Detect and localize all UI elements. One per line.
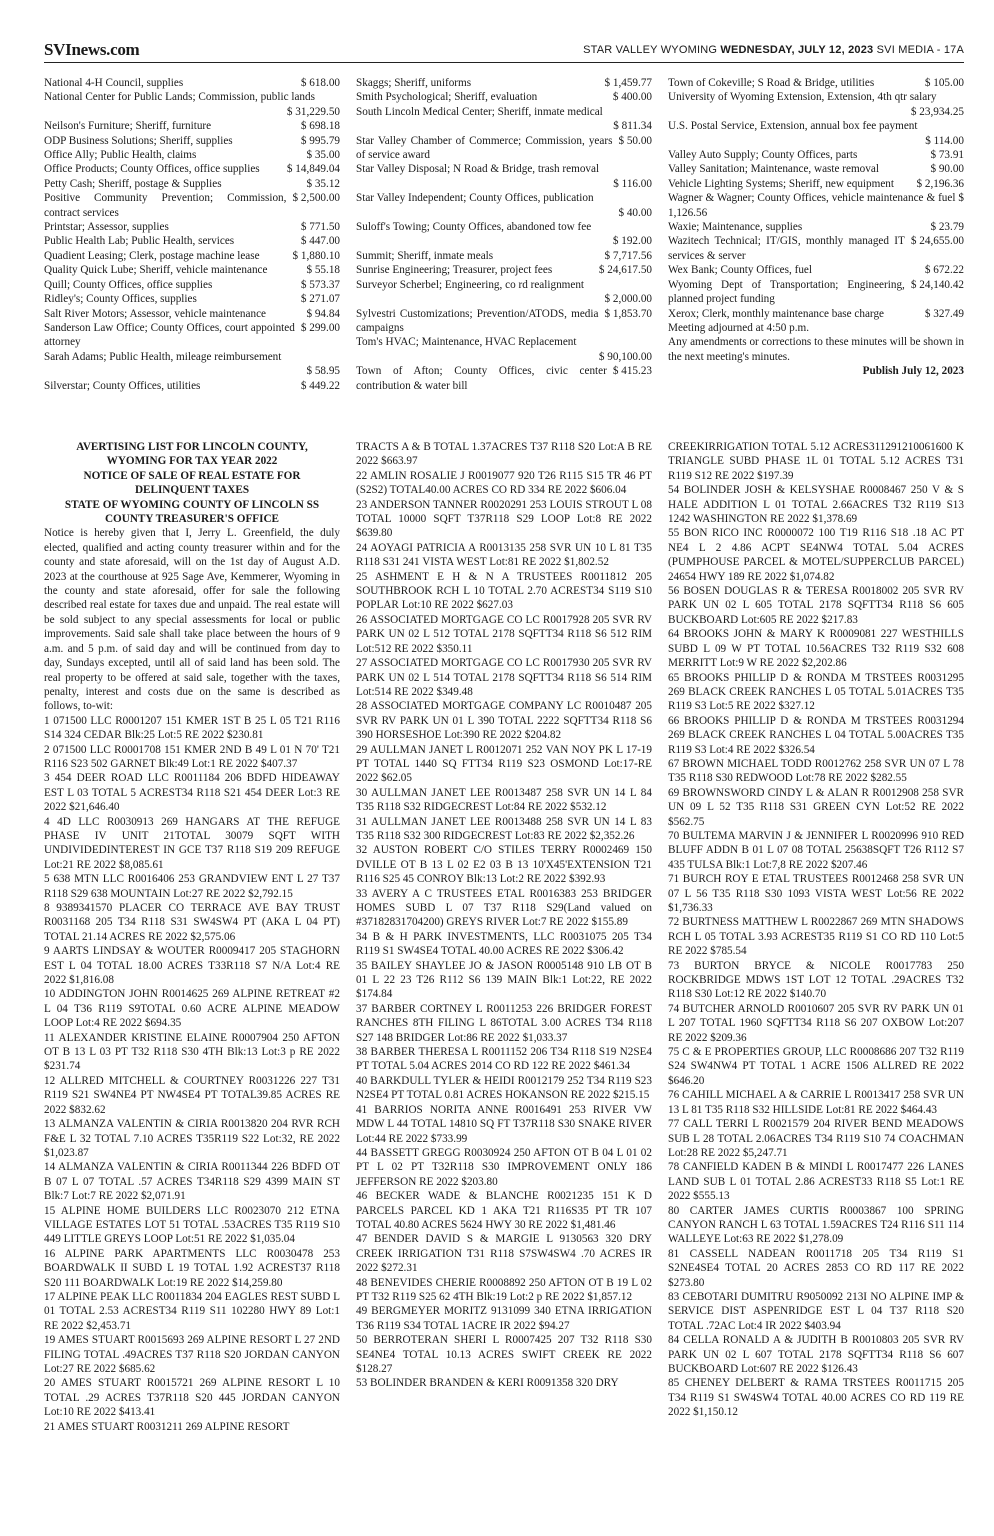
parcel-entry: 41 BARRIOS NORITA ANNE R0016491 253 RIVER VW MDW L 44 TOTAL 14810 SQ FT T37R118 S30 SNAKE RIVER Lot:44 RE 2022 $733.99 — [356, 1103, 652, 1145]
expense-entry — [356, 105, 652, 134]
expense-description: Meeting adjourned at 4:50 p.m. — [668, 321, 810, 334]
expense-amount: $ 2,000.00 — [604, 293, 652, 306]
expense-description: Public Health Lab; Public Health, services — [44, 235, 235, 248]
expense-amount: $ 271.07 — [300, 293, 340, 306]
expense-amount: $ 24,617.50 — [598, 264, 652, 277]
parcel-entry: 3 454 DEER ROAD LLC R0011184 206 BDFD HIDEAWAY EST L 03 TOTAL 5 ACREST34 R118 S21 454 DEER Lot:3 RE 2022 $21,646.40 — [44, 772, 340, 814]
parcel-entry: 5 638 MTN LLC R0016406 253 GRANDVIEW ENT L 27 T37 R118 S29 638 MOUNTAIN Lot:27 RE 2022 $2,792.15 — [44, 873, 340, 900]
parcel-entry: 31 AULLMAN JANET LEE R0013488 258 SVR UN 14 L 83 T35 R118 S32 300 RIDGECREST Lot:83 RE 2022 $2,352.26 — [356, 815, 652, 842]
parcel-entry: 15 ALPINE HOME BUILDERS LLC R0023070 212 ETNA VILLAGE ESTATES LOT 51 TOTAL .53ACRES T35 R119 S10 449 LITTLE GREYS LOOP Lot:51 RE 2022 $1,035.04 — [44, 1204, 340, 1246]
parcel-entry: 27 ASSOCIATED MORTGAGE CO LC R0017930 205 SVR RV PARK UN 02 L 514 TOTAL 2178 SQFTT34 R118 S6 514 RIM Lot:514 RE 2022 $349.48 — [356, 657, 652, 698]
edition-line — [583, 44, 964, 56]
expense-amount: $ 447.00 — [300, 235, 340, 248]
parcel-entry: 19 AMES STUART R0015693 269 ALPINE RESORT L 27 2ND FILING TOTAL .49ACRES T37 R118 S20 JORDAN CANYON Lot:27 RE 2022 $685.62 — [44, 1334, 340, 1375]
expense-entry — [44, 162, 340, 176]
expense-description: University of Wyoming Extension, Extension, 4th qtr salary — [668, 91, 937, 104]
expense-description: Silverstar; County Offices, utilities — [44, 379, 201, 392]
parcel-entry: 8 9389341570 PLACER CO TERRACE AVE BAY TRUST R0031168 205 T34 R118 S31 SW4SW4 PT (AKA L 04 PT) TOTAL 21.14 ACRES RE 2022 $2,575.06 — [44, 902, 340, 943]
parcel-list-1 — [44, 714, 340, 1434]
expense-entry — [668, 191, 964, 220]
expense-entry — [44, 134, 340, 148]
expense-amount: $ 2,500.00 — [292, 192, 340, 205]
expense-entry — [668, 335, 964, 364]
expense-entry — [44, 234, 340, 248]
minutes-column-2 — [356, 76, 652, 393]
parcel-entry: 38 BARBER THERESA L R0011152 206 T34 R118 S19 N2SE4 PT TOTAL 5.04 ACRES 2014 CO RD 122 RE 2022 $461.34 — [356, 1046, 652, 1073]
expense-entry — [668, 278, 964, 307]
parcel-entry: 30 AULLMAN JANET LEE R0013487 258 SVR UN 14 L 84 T35 R118 S32 RIDGECREST Lot:84 RE 2022 $532.12 — [356, 786, 652, 814]
parcel-entry: 54 BOLINDER JOSH & KELSYSHAE R0008467 250 V & S HALE ADDITION L 01 TOTAL 2.66ACRES T32 R119 S13 1242 WASHINGTON RE 2022 $1,378.69 — [668, 484, 964, 526]
parcel-entry: 1 071500 LLC R0001207 151 KMER 1ST B 25 L 05 T21 R116 S14 324 CEDAR Blk:25 Lot:5 RE 2022 $230.81 — [44, 714, 340, 742]
expense-amount: $ 2,196.36 — [916, 177, 964, 190]
parcel-entry: 84 CELLA RONALD A & JUDITH B R0010803 205 SVR RV PARK UN 02 L 607 TOTAL 2178 SQFTT34 R118 S6 607 BUCKBOARD Lot:607 RE 2022 $126.43 — [668, 1334, 964, 1375]
expense-amount: $ 618.00 — [300, 77, 340, 89]
expense-description: Tom's HVAC; Maintenance, HVAC Replacement — [356, 336, 577, 349]
expense-description: Summit; Sheriff, inmate meals — [356, 249, 494, 262]
parcel-entry: 35 BAILEY SHAYLEE JO & JASON R0005148 910 LB OT B 01 L 22 23 T26 R112 S6 139 MAIN Blk:1 Lot:22, RE 2022 $174.84 — [356, 959, 652, 1001]
expense-entry — [356, 278, 652, 307]
expense-amount: $ 90,100.00 — [598, 350, 652, 363]
parcel-entry: 66 BROOKS PHILLIP D & RONDA M TRSTEES R0031294 269 BLACK CREEK RANCHES L 04 TOTAL 5.00ACRES T35 R119 S3 Lot:4 RE 2022 $326.54 — [668, 714, 964, 756]
expense-entry — [668, 119, 964, 148]
expense-entry — [668, 148, 964, 162]
expense-amount: $ 23,934.25 — [910, 105, 964, 118]
expense-description: Valley Sanitation; Maintenance, waste removal — [668, 163, 879, 176]
expense-entry — [356, 76, 652, 90]
expense-description: Positive Community Prevention; Commission, contract services — [44, 192, 287, 219]
expense-description: Quadient Leasing; Clerk, postage machine lease — [44, 249, 260, 262]
parcel-entry: 33 AVERY A C TRUSTEES ETAL R0016383 253 BRIDGER HOMES SUBD L 07 T37 R118 S29(Land valued on #37182831704200) GREYS RIVER Lot:7 RE 2022 $155.89 — [356, 887, 652, 929]
expense-amount: $ 73.91 — [930, 149, 964, 162]
expense-amount: $ 7,717.56 — [604, 249, 652, 262]
expense-amount: $ 23.79 — [930, 221, 964, 234]
expense-amount: $ 327.49 — [924, 307, 964, 320]
expense-entry — [668, 162, 964, 176]
expense-amount: $ 1,880.10 — [292, 249, 340, 262]
expense-amount: $ 50.00 — [618, 134, 652, 147]
parcel-entry: 69 BROWNSWORD CINDY L & ALAN R R0012908 258 SVR UN 09 L 52 T35 R118 S31 GREEN CYN Lot:52 RE 2022 $562.75 — [668, 786, 964, 828]
parcel-entry: 74 BUTCHER ARNOLD R0010607 205 SVR RV PARK UN 01 L 207 TOTAL 1960 SQFTT34 R118 S6 207 OXBOW Lot:207 RE 2022 $209.36 — [668, 1002, 964, 1044]
parcel-entry: 12 ALLRED MITCHELL & COURTNEY R0031226 227 T31 R119 S21 SW4NE4 PT NW4SE4 PT TOTAL39.85 ACRES RE 2022 $832.62 — [44, 1074, 340, 1116]
tax-notice-intro: Notice is hereby given that I, Jerry L. Greenfield, the duly elected, qualified and acting county treasurer within and for the county and state aforesaid, will on the 1st day of August A.D. 2023 at the courthouse at 925 Sage Ave, Kemmerer, Wyoming in the county and state aforesaid, offer for sale the following described real estate for taxes due and unpaid. The real estate will be sold subject to any special assessments for local or public improvements. Said sale shall take place between the hours of 9 a.m. and 5 p.m. of said day and will be continued from day to day, Sundays excepted, until all of said land has been sold. The real property to be offered at said sale, together with the taxes, penalty, interest and costs due on the same is described as follows, to-wit: — [44, 527, 340, 713]
tax-notice-headline — [44, 440, 340, 526]
parcel-entry: 75 C & E PROPERTIES GROUP, LLC R0008686 207 T32 R119 S24 SW4NW4 PT TOTAL 1 ACRE 1506 ALLRED RE 2022 $646.20 — [668, 1046, 964, 1087]
expense-amount: $ 1,459.77 — [604, 77, 652, 89]
parcel-entry: 17 ALPINE PEAK LLC R0011834 204 EAGLES REST SUBD L 01 TOTAL 2.53 ACREST34 R119 S11 102280 HWY 89 Lot:1 RE 2022 $2,453.71 — [44, 1290, 340, 1332]
parcel-entry: 16 ALPINE PARK APARTMENTS LLC R0030478 253 BOARDWALK II SUBD L 19 TOTAL 1.92 ACREST37 R118 S20 111 BOARDWALK Lot:19 RE 2022 $14,259.80 — [44, 1247, 340, 1289]
expense-entry — [668, 321, 964, 335]
masthead — [44, 40, 964, 63]
expense-description: Any amendments or corrections to these minutes will be shown in the next meeting's minutes. — [668, 336, 964, 363]
headline-line: STATE OF WYOMING COUNTY OF LINCOLN SS — [64, 498, 320, 511]
parcel-entry: 85 CHENEY DELBERT & RAMA TRSTEES R0011715 205 T34 R119 S1 SW4SW4 TOTAL 40.00 ACRES CO RD 119 RE 2022 $1,150.12 — [668, 1377, 964, 1419]
expense-description: Sunrise Engineering; Treasurer, project fees — [356, 264, 553, 277]
minutes-column-1 — [44, 76, 340, 393]
parcel-entry: 78 CANFIELD KADEN B & MINDI L R0017477 226 LANES LAND SUB L 01 TOTAL 2.86 ACREST33 R118 S5 Lot:1 RE 2022 $555.13 — [668, 1161, 964, 1203]
minutes-column-3 — [668, 76, 964, 379]
expense-amount: $ 35.12 — [306, 177, 340, 190]
expense-description: Town of Cokeville; S Road & Bridge, utilities — [668, 77, 875, 89]
expense-description: National Center for Public Lands; Commission, public lands — [44, 91, 315, 104]
expense-amount: $ 573.37 — [300, 278, 340, 291]
expense-description: Star Valley Independent; County Offices, publication — [356, 192, 594, 205]
expense-amount: $ 90.00 — [930, 163, 964, 176]
expense-amount: $ 105.00 — [924, 77, 964, 89]
expense-entry — [44, 191, 340, 220]
parcel-entry: 34 B & H PARK INVESTMENTS, LLC R0031075 205 T34 R119 S1 SW4SE4 TOTAL 40.00 ACRES RE 2022 $306.42 — [356, 930, 652, 958]
expense-amount: $ 811.34 — [613, 120, 652, 133]
parcel-entry: 56 BOSEN DOUGLAS R & TERESA R0018002 205 SVR RV PARK UN 02 L 605 TOTAL 2178 SQFTT34 R118 S6 605 BUCKBOARD Lot:605 RE 2022 $217.83 — [668, 585, 964, 626]
parcel-entry: 81 CASSELL NADEAN R0011718 205 T34 R119 S1 S2NE4SE4 TOTAL 20 ACRES 2853 CO RD 117 RE 2022 $273.80 — [668, 1247, 964, 1289]
expense-amount: $ 192.00 — [612, 235, 652, 248]
parcel-entry: 76 CAHILL MICHAEL A & CARRIE L R0013417 258 SVR UN 13 L 81 T35 R118 S32 HILLSIDE Lot:81 RE 2022 $464.43 — [668, 1089, 964, 1116]
expense-entry — [44, 90, 340, 119]
parcel-entry: 37 BARBER CORTNEY L R0011253 226 BRIDGER FOREST RANCHES 8TH FILING L 86TOTAL 3.00 ACRES T34 R118 S27 148 BRIDGER Lot:86 RE 2022 $1,033.37 — [356, 1002, 652, 1044]
expense-description: Quill; County Offices, office supplies — [44, 278, 213, 291]
expense-amount: $ 400.00 — [612, 91, 652, 104]
expense-entry — [668, 263, 964, 277]
parcel-entry: 55 BON RICO INC R0000072 100 T19 R116 S18 .18 AC PT NE4 L 2 4.86 ACPT SE4NW4 TOTAL 5.04 ACRES (PUMPHOUSE PARCEL & MOTEL/SUPPERCLUB PARCEL) 24654 HWY 189 RE 2022 $1,074.82 — [668, 527, 964, 583]
expense-entry — [668, 234, 964, 263]
parcel-entry: 9 AARTS LINDSAY & WOUTER R0009417 205 STAGHORN EST L 04 TOTAL 18.00 ACRES T33R118 S7 N/A Lot:4 RE 2022 $1,816.08 — [44, 945, 340, 987]
expense-entry — [44, 292, 340, 306]
parcel-entry: CREEKIRRIGATION TOTAL 5.12 ACRES311291210061600 K TRIANGLE SUBD PHASE 1L 01 TOTAL 5.12 ACRES T31 R119 S12 RE 2022 $197.39 — [668, 441, 964, 482]
expense-amount: $ 116.00 — [613, 177, 652, 190]
parcel-entry: 40 BARKDULL TYLER & HEIDI R0012179 252 T34 R119 S23 N2SE4 PT TOTAL 0.81 ACRES HOKANSON RE 2022 $215.15 — [356, 1074, 652, 1102]
tax-notice-column-1 — [44, 440, 340, 1434]
expense-entry — [44, 263, 340, 277]
expense-description: Sanderson Law Office; County Offices, court appointed attorney — [44, 321, 295, 349]
expense-description: Office Products; County Offices, office supplies — [44, 163, 260, 176]
expense-entry — [44, 321, 340, 350]
expense-description: Star Valley Disposal; N Road & Bridge, trash removal — [356, 163, 600, 176]
expense-amount: $ 24,655.00 — [910, 235, 964, 248]
edition-date: WEDNESDAY, JULY 12, 2023 — [720, 44, 874, 56]
expense-description: Vehicle Lighting Systems; Sheriff, new equipment — [668, 177, 894, 190]
expense-description: Surveyor Scherbel; Engineering, co rd realignment — [356, 278, 585, 291]
expense-amount: $ 31,229.50 — [286, 105, 340, 118]
expense-entry — [44, 119, 340, 133]
headline-line: DELINQUENT TAXES — [134, 484, 250, 497]
parcel-entry: 25 ASHMENT E H & N A TRUSTEES R0011812 205 SOUTHBROOK RCH L 10 TOTAL 2.70 ACREST34 S119 S10 POPLAR Lot:10 RE 2022 $627.03 — [356, 570, 652, 612]
expense-entry — [356, 249, 652, 263]
expense-entry — [356, 90, 652, 104]
expense-description: Wyoming Dept of Transportation; Engineering, planned project funding — [668, 278, 905, 306]
expense-description: Printstar; Assessor, supplies — [44, 221, 169, 234]
expense-description: Ridley's; County Offices, supplies — [44, 293, 197, 306]
expense-amount: $ 55.18 — [306, 264, 340, 277]
expense-amount: $ 94.84 — [306, 307, 340, 320]
parcel-entry: 50 BERROTERAN SHERI L R0007425 207 T32 R118 S30 SE4NE4 TOTAL 10.13 ACRES SWIFT CREEK RE 2022 $128.27 — [356, 1334, 652, 1375]
expense-description: Sylvestri Customizations; Prevention/ATODS, media campaigns — [356, 307, 599, 334]
expense-amount: $ 771.50 — [300, 221, 340, 234]
expense-amount: $ 58.95 — [306, 365, 340, 378]
expense-entry — [668, 177, 964, 191]
expense-description: Town of Afton; County Offices, civic center contribution & water bill — [356, 365, 607, 392]
headline-line: COUNTY TREASURER'S OFFICE — [104, 513, 280, 526]
expense-description: Suloff's Towing; County Offices, abandoned tow fee — [356, 221, 592, 234]
parcel-entry: 48 BENEVIDES CHERIE R0008892 250 AFTON OT B 19 L 02 PT T32 R119 S25 62 4TH Blk:19 Lot:2 p RE 2022 $1,857.12 — [356, 1276, 652, 1303]
parcel-entry: 14 ALMANZA VALENTIN & CIRIA R0011344 226 BDFD OT B 07 L 07 TOTAL .57 ACRES T34R118 S29 4399 MAIN ST Blk:7 Lot:7 RE 2022 $2,071.91 — [44, 1161, 340, 1203]
headline-line: NOTICE OF SALE OF REAL ESTATE FOR — [83, 469, 301, 482]
parcel-entry: 13 ALMANZA VALENTIN & CIRIA R0013820 204 RVR RCH F&E L 32 TOTAL 7.10 ACRES T35R119 S22 Lot:32, RE 2022 $1,023.87 — [44, 1118, 340, 1159]
expense-amount: $ 14,849.04 — [286, 163, 340, 176]
parcel-entry: 53 BOLINDER BRANDEN & KERI R0091358 320 DRY — [356, 1377, 619, 1390]
edition-place: STAR VALLEY WYOMING — [583, 44, 718, 56]
expense-description: Salt River Motors; Assessor, vehicle maintenance — [44, 307, 267, 320]
parcel-entry: 11 ALEXANDER KRISTINE ELAINE R0007904 250 AFTON OT B 13 L 03 PT T32 R118 S30 4TH Blk:13 Lot:3 p RE 2022 $231.74 — [44, 1031, 340, 1073]
expense-description: Sarah Adams; Public Health, mileage reimbursement — [44, 350, 282, 363]
expense-amount: $ 114.00 — [925, 134, 964, 147]
expense-amount: $ 24,140.42 — [910, 278, 964, 291]
parcel-entry: 67 BROWN MICHAEL TODD R0012762 258 SVR UN 07 L 78 T35 R118 S30 REDWOOD Lot:78 RE 2022 $282.55 — [668, 757, 964, 785]
parcel-entry: 21 AMES STUART R0031211 269 ALPINE RESORT — [44, 1420, 290, 1433]
expense-description: Valley Auto Supply; County Offices, parts — [668, 149, 858, 162]
expense-entry — [356, 307, 652, 336]
expense-amount: $ 995.79 — [300, 134, 340, 147]
site-name[interactable]: SVInews.com — [44, 40, 140, 59]
expense-entry — [44, 148, 340, 162]
parcel-entry: 32 AUSTON ROBERT C/O STILES TERRY R0002469 150 DVILLE OT B 13 L 02 E2 03 B 13 10'X45'EXTENSION T21 R116 S25 45 CONROY Blk:13 Lot:2 RE 2022 $392.93 — [356, 844, 652, 886]
expense-amount: $ 672.22 — [924, 264, 964, 277]
parcel-entry: 65 BROOKS PHILLIP D & RONDA M TRSTEES R0031295 269 BLACK CREEK RANCHES L 05 TOTAL 5.01ACRES T35 R119 S3 Lot:5 RE 2022 $327.12 — [668, 671, 964, 713]
edition-page: SVI MEDIA - 17A — [876, 44, 964, 56]
parcel-entry: 71 BURCH ROY E ETAL TRUSTEES R0012468 258 SVR UN 07 L 56 T35 R118 S30 1093 VISTA WEST Lot:56 RE 2022 $1,736.33 — [668, 873, 964, 914]
expense-entry — [668, 220, 964, 234]
parcel-entry: 24 AOYAGI PATRICIA A R0013135 258 SVR UN 10 L 81 T35 R118 S31 241 VISTA WEST Lot:81 RE 2022 $1,802.52 — [356, 541, 652, 569]
expense-entry — [356, 364, 652, 393]
parcel-entry: 73 BURTON BRYCE & NICOLE R0017783 250 ROCKBRIDGE MDWS 1ST LOT 12 TOTAL .29ACRES T32 R118 S30 Lot:12 RE 2022 $140.70 — [668, 959, 964, 1001]
expense-amount: $ 415.23 — [612, 365, 652, 378]
expense-description: Smith Psychological; Sheriff, evaluation — [356, 91, 538, 104]
parcel-entry: 26 ASSOCIATED MORTGAGE CO LC R0017928 205 SVR RV PARK UN 02 L 512 TOTAL 2178 SQFTT34 R118 S6 512 RIM Lot:512 RE 2022 $350.11 — [356, 613, 652, 655]
publish-date: Publish July 12, 2023 — [862, 365, 964, 378]
tax-notice-column-3 — [668, 440, 964, 1420]
expense-entry — [44, 177, 340, 191]
parcel-entry: 47 BENDER DAVID S & MARGIE L 9130563 320 DRY CREEK IRRIGATION T31 R118 S7SW4SW4 .70 ACRES IR 2022 $272.31 — [356, 1233, 652, 1275]
expense-entry — [44, 278, 340, 292]
tax-notice-column-2 — [356, 440, 652, 1391]
headline-line: WYOMING FOR TAX YEAR 2022 — [106, 455, 278, 468]
expense-description: National 4-H Council, supplies — [44, 77, 184, 89]
expense-entry — [44, 220, 340, 234]
expense-description: Neilson's Furniture; Sheriff, furniture — [44, 120, 212, 133]
expense-description: South Lincoln Medical Center; Sheriff, inmate medical — [356, 105, 603, 118]
expense-entry — [44, 307, 340, 321]
parcel-entry: 70 BULTEMA MARVIN J & JENNIFER L R0020996 910 RED BLUFF ADDN B 01 L 07 08 TOTAL 25638SQFT T26 R112 S7 435 TULSA Blk:1 Lot:7,8 RE 2022 $207.46 — [668, 829, 964, 871]
expense-description: Petty Cash; Sheriff, postage & Supplies — [44, 177, 222, 190]
expense-entry — [44, 379, 340, 393]
expense-entry — [44, 249, 340, 263]
expense-entry — [668, 307, 964, 321]
parcel-entry: 2 071500 LLC R0001708 151 KMER 2ND B 49 L 01 N 70' T21 R116 S23 502 GARNET Blk:49 Lot:1 RE 2022 $407.37 — [44, 743, 340, 770]
expense-amount: $ 1,853.70 — [604, 307, 652, 320]
expense-entry — [356, 191, 652, 220]
parcel-entry: 46 BECKER WADE & BLANCHE R0021235 151 K D PARCELS PARCEL KD 1 AKA T21 R116S35 PT TR 107 TOTAL 40.80 ACRES 5624 HWY 30 RE 2022 $1,481.46 — [356, 1190, 652, 1231]
headline-line: AVERTISING LIST FOR LINCOLN COUNTY, — [76, 441, 308, 453]
parcel-entry: 44 BASSETT GREGG R0030924 250 AFTON OT B 04 L 01 02 PT L 02 PT T32R118 S30 IMPROVEMENT ONLY 186 JEFFERSON RE 2022 $203.80 — [356, 1146, 652, 1188]
expense-description: Wagner & Wagner; County Offices, vehicle maintenance & fuel $ 1,126.56 — [668, 192, 964, 219]
expense-amount: $ 35.00 — [306, 149, 340, 162]
expense-entry — [44, 350, 340, 379]
expense-entry — [356, 263, 652, 277]
expense-description: ODP Business Solutions; Sheriff, supplies — [44, 134, 233, 147]
expense-entry — [356, 335, 652, 364]
expense-entry — [356, 220, 652, 249]
parcel-entry: 64 BROOKS JOHN & MARY K R0009081 227 WESTHILLS SUBD L 09 W PT TOTAL 10.56ACRES T32 R119 S32 608 MERRITT Lot:9 W RE 2022 $2,202.86 — [668, 628, 964, 670]
expense-description: Office Ally; Public Health, claims — [44, 149, 197, 162]
expense-amount: $ 698.18 — [300, 120, 340, 133]
expense-amount: $ 449.22 — [300, 379, 340, 392]
expense-entry — [44, 76, 340, 90]
expense-entry — [356, 162, 652, 191]
expense-description: Wex Bank; County Offices, fuel — [668, 264, 812, 277]
expense-entry — [356, 134, 652, 163]
expense-description: Quality Quick Lube; Sheriff, vehicle maintenance — [44, 264, 268, 277]
expense-description: Wazitech Technical; IT/GIS, monthly managed IT services & server — [668, 235, 905, 262]
parcel-entry: 80 CARTER JAMES CURTIS R0003867 100 SPRING CANYON RANCH L 63 TOTAL 1.59ACRES T24 R116 S11 114 WALLEYE Lot:63 RE 2022 $1,278.09 — [668, 1204, 964, 1246]
expense-description: Star Valley Chamber of Commerce; Commission, years of service award — [356, 134, 613, 162]
expense-description: Skaggs; Sheriff, uniforms — [356, 77, 472, 89]
parcel-entry: 20 AMES STUART R0015721 269 ALPINE RESORT L 10 TOTAL .29 ACRES T37R118 S20 445 JORDAN CANYON Lot:10 RE 2022 $413.41 — [44, 1377, 340, 1419]
expense-description: U.S. Postal Service, Extension, annual box fee payment — [668, 120, 918, 133]
parcel-entry: TRACTS A & B TOTAL 1.37ACRES T37 R118 S20 Lot:A B RE 2022 $663.97 — [356, 441, 652, 468]
parcel-entry: 10 ADDINGTON JOHN R0014625 269 ALPINE RETREAT #2 L 04 T36 R119 S9TOTAL 0.60 ACRE ALPINE MEADOW LOOP Lot:4 RE 2022 $694.35 — [44, 988, 340, 1030]
parcel-entry: 49 BERGMEYER MORITZ 9131099 340 ETNA IRRIGATION T36 R119 S34 TOTAL 1ACRE IR 2022 $94.27 — [356, 1305, 652, 1332]
parcel-entry: 22 AMLIN ROSALIE J R0019077 920 T26 R115 S15 TR 46 PT (S2S2) TOTAL40.00 ACRES CO RD 334 RE 2022 $606.04 — [356, 469, 652, 497]
parcel-entry: 23 ANDERSON TANNER R0020291 253 LOUIS STROUT L 08 TOTAL 10000 SQFT T37R118 S29 LOOP Lot:8 RE 2022 $639.80 — [356, 498, 652, 540]
parcel-entry: 72 BURTNESS MATTHEW L R0022867 269 MTN SHADOWS RCH L 05 TOTAL 3.93 ACREST35 R119 S1 CO RD 110 Lot:5 RE 2022 $785.54 — [668, 916, 964, 958]
parcel-entry: 4 4D LLC R0030913 269 HANGARS AT THE REFUGE PHASE IV UNIT 21TOTAL 30079 SQFT WITH UNDIVIDEDINTEREST IN GCE T37 R118 S19 209 REFUGE Lot:21 RE 2022 $8,085.61 — [44, 815, 340, 871]
expense-amount: $ 299.00 — [300, 321, 340, 334]
parcel-entry: 28 ASSOCIATED MORTGAGE COMPANY LC R0010487 205 SVR RV PARK UN 01 L 390 TOTAL 2222 SQFTT34 R118 S6 390 HORSESHOE Lot:390 RE 2022 $204.82 — [356, 700, 652, 742]
parcel-entry: 83 CEBOTARI DUMITRU R9050092 213I NO ALPINE IMP & SERVICE DIST ASPENRIDGE EST L 04 T37 R118 S20 TOTAL .72AC Lot:4 IR 2022 $403.94 — [668, 1290, 964, 1332]
parcel-entry: 77 CALL TERRI L R0021579 204 RIVER BEND MEADOWS SUB L 28 TOTAL 2.06ACRES T34 R119 S10 74 COACHMAN Lot:28 RE 2022 $5,247.71 — [668, 1118, 964, 1159]
expense-entry — [668, 76, 964, 90]
expense-amount: $ 40.00 — [618, 206, 652, 219]
expense-entry — [668, 90, 964, 119]
expense-description: Waxie; Maintenance, supplies — [668, 221, 803, 234]
expense-description: Xerox; Clerk, monthly maintenance base charge — [668, 307, 885, 320]
parcel-entry: 29 AULLMAN JANET L R0012071 252 VAN NOY PK L 17-19 PT TOTAL 1440 SQ FTT34 R119 S23 OSMOND Lot:17-RE 2022 $62.05 — [356, 743, 652, 785]
